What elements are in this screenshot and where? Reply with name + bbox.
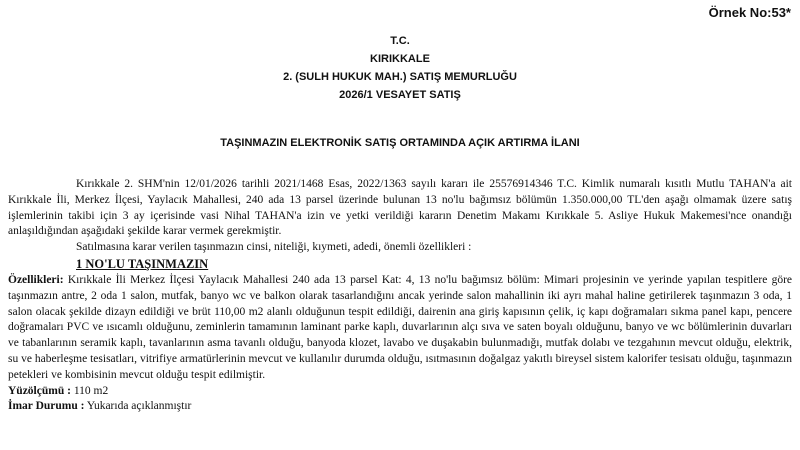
area-line xyxy=(8,384,792,400)
notice-title: TAŞINMAZIN ELEKTRONİK SATIŞ ORTAMINDA AÇIK ARTIRMA İLANI xyxy=(220,137,580,149)
document-header xyxy=(0,32,800,104)
features-paragraph xyxy=(8,273,792,384)
intro-paragraph: Kırıkkale 2. SHM'nin 12/01/2026 tarihli 2021/1468 Esas, 2022/1363 sayılı kararı ile 25576914346 T.C. Kimlik numaralı kısıtlı Mutlu TAHAN'a ait Kırıkkale İli, Merkez İlçesi, Yaylacık Mahallesi, 240 ada 13 parsel üzerinde bulunan 13 no'lu bağımsız bölümün 1.350.000,00 TL'den aşağı olmamak üzere satış işlemlerinin takibi için 3 ay içerisinde vasi Nihal TAHAN'a izin ve yetki verildiği kararın Denetim Makamı Kırıkkale 5. Asliye Hukuk Makemesi'nce onandığı anlaşıldığından aşağıdaki şekilde karar vermek gerekmiştir. xyxy=(8,178,792,238)
header-line-office: 2. (SULH HUKUK MAH.) SATIŞ MEMURLUĞU xyxy=(283,71,517,83)
header-line-tc: T.C. xyxy=(390,35,410,47)
features-label: Özellikleri: xyxy=(8,273,64,286)
area-label: Yüzölçümü : xyxy=(8,384,71,397)
header-line-file: 2026/1 VESAYET SATIŞ xyxy=(339,89,461,101)
sale-description-line: Satılmasına karar verilen taşınmazın cinsi, niteliği, kıymeti, adedi, önemli özellikleri : xyxy=(76,241,472,254)
zoning-line xyxy=(8,399,792,415)
property-heading: 1 NO'LU TAŞINMAZIN xyxy=(76,256,209,271)
sample-number: Örnek No:53* xyxy=(708,5,791,20)
zoning-value: Yukarıda açıklanmıştır xyxy=(86,400,192,413)
header-line-city: KIRIKKALE xyxy=(370,53,430,65)
document-body xyxy=(8,177,792,415)
zoning-label: İmar Durumu : xyxy=(8,400,85,413)
features-text: Kırıkkale İli Merkez İlçesi Yaylacık Mahallesi 240 ada 13 parsel Kat: 4, 13 no'lu bağımsız bölüm: Mimari projesinin ve yerinde yapılan tespitlere göre taşınmazın antre, 2 oda 1 salon, mutfak, banyo wc ve balkon olarak tasarlandığını ancak yerinde salon mahallinin iki ayrı mahal haline getirilerek taşınmazın 3 oda, 1 salon olacak şekilde dizayn edildiği ve brüt 110,00 m2 alanlı olduğunun tespit edildiği, dairenin ana giriş kapısının çelik, iç kapı doğramaları sıkma panel kapı, pencere doğramaları PVC ve ısıcamlı olduğunu, zeminlerin tamamının laminant parke kaplı, duvarlarının alçı sıva ve saten boyalı olduğunu, banyo ve wc bölümlerinin duvarları ve tabanlarının seramik kaplı, tavanlarının asma tavanlı olduğu, banyoda klozet, lavabo ve duşakabin bulunmadığı, mutfak dolabı ve tezgahının mevcut olduğu, elektrik, su ve haberleşme tesisatları, vitrifiye armatürlerinin mevcut ve kullanılır durumda olduğu, ısıtmasının doğalgaz yakıtlı bireysel sistem kalorifer tesisatı olduğu, taşınmazın petekleri ve kombisinin mevcut olduğu tespit edilmiştir. xyxy=(8,273,793,381)
area-value: 110 m2 xyxy=(73,384,109,397)
